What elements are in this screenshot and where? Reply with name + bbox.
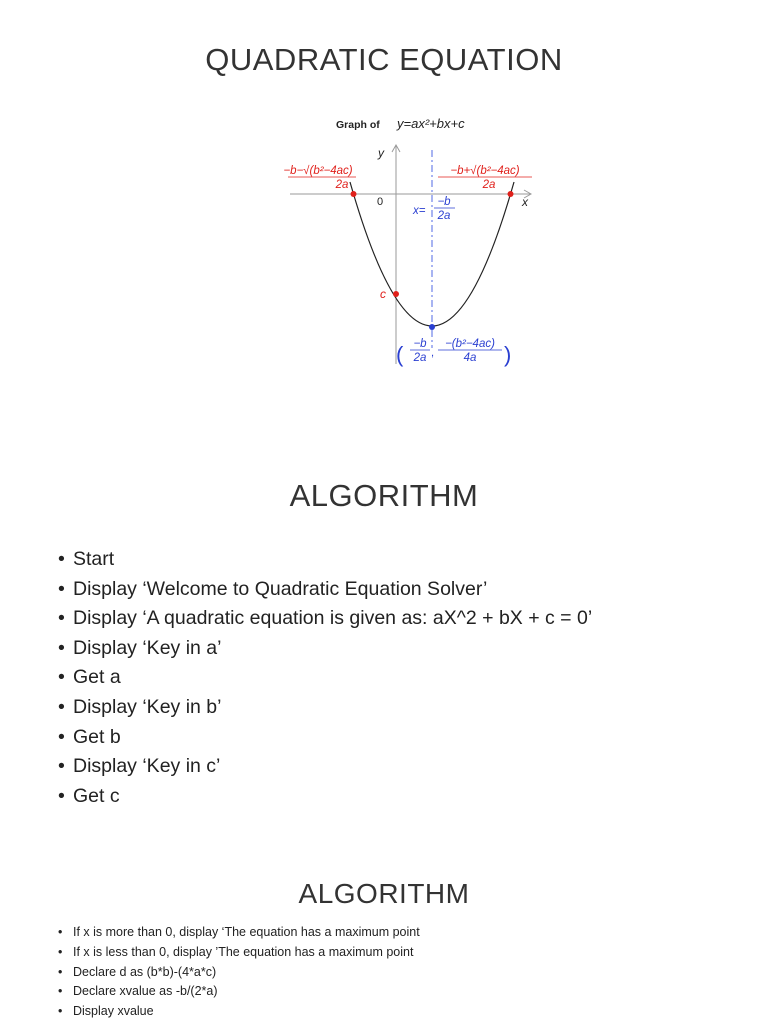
left-root-denominator: 2a <box>335 179 349 191</box>
algorithm-steps-list <box>58 545 592 811</box>
quadratic-graph <box>280 110 540 372</box>
vertex-x-denominator: 2a <box>413 352 427 364</box>
left-root-numerator: −b−√(b²−4ac) <box>283 165 353 177</box>
right-root-point <box>508 191 514 197</box>
list-item: • Declare xvalue as -b/(2*a) <box>58 982 420 1002</box>
list-item: • Display ‘A quadratic equation is given as: aX^2 + bX + c = 0’ <box>58 604 592 634</box>
slide-algorithm-1 <box>0 400 768 840</box>
list-item: • If x is less than 0, display ’The equation has a maximum point <box>58 943 420 963</box>
slide-title: ALGORITHM <box>289 478 479 513</box>
list-item: • Get c <box>58 782 592 812</box>
list-item: • Declare d as (b*b)-(4*a*c) <box>58 963 420 983</box>
origin-label: 0 <box>377 196 384 208</box>
slide-quadratic-equation <box>0 0 768 400</box>
list-item: • Display ‘Key in a’ <box>58 634 592 664</box>
axis-of-symmetry-numerator: −b <box>437 196 451 208</box>
list-item: • Get b <box>58 723 592 753</box>
list-item: • Display ‘Key in c’ <box>58 752 592 782</box>
y-intercept-point <box>393 291 399 297</box>
list-item: • If x is more than 0, display ‘The equation has a maximum point <box>58 923 420 943</box>
vertex-point <box>429 324 435 330</box>
vertex-open-paren: ( <box>396 342 404 367</box>
vertex-y-numerator: −(b²−4ac) <box>445 338 495 350</box>
y-axis-label: y <box>378 146 384 160</box>
x-axis-label: x <box>522 195 528 209</box>
vertex-comma: , <box>431 347 435 359</box>
list-item: • Display xvalue <box>58 1002 420 1022</box>
right-root-numerator: −b+√(b²−4ac) <box>450 165 520 177</box>
vertex-close-paren: ) <box>504 342 512 367</box>
left-root-point <box>351 191 357 197</box>
list-item: • Get a <box>58 663 592 693</box>
list-item: • Start <box>58 545 592 575</box>
list-item: • Display ‘Welcome to Quadratic Equation Solver’ <box>58 575 592 605</box>
axis-of-symmetry-lhs: x= <box>413 205 426 217</box>
vertex-x-numerator: −b <box>413 338 427 350</box>
list-item: • Display ‘Key in b’ <box>58 693 592 723</box>
vertex-y-denominator: 4a <box>463 352 477 364</box>
right-root-denominator: 2a <box>482 179 496 191</box>
slide-title: QUADRATIC EQUATION <box>205 42 563 77</box>
axis-of-symmetry-denominator: 2a <box>437 210 451 222</box>
slide-title: ALGORITHM <box>298 878 470 909</box>
graph-caption-prefix: Graph of <box>336 119 380 131</box>
y-intercept-label: c <box>380 287 386 301</box>
algorithm-steps-list <box>58 923 420 1022</box>
graph-caption-equation: y=ax²+bx+c <box>397 116 465 131</box>
slide-algorithm-2 <box>0 840 768 1024</box>
